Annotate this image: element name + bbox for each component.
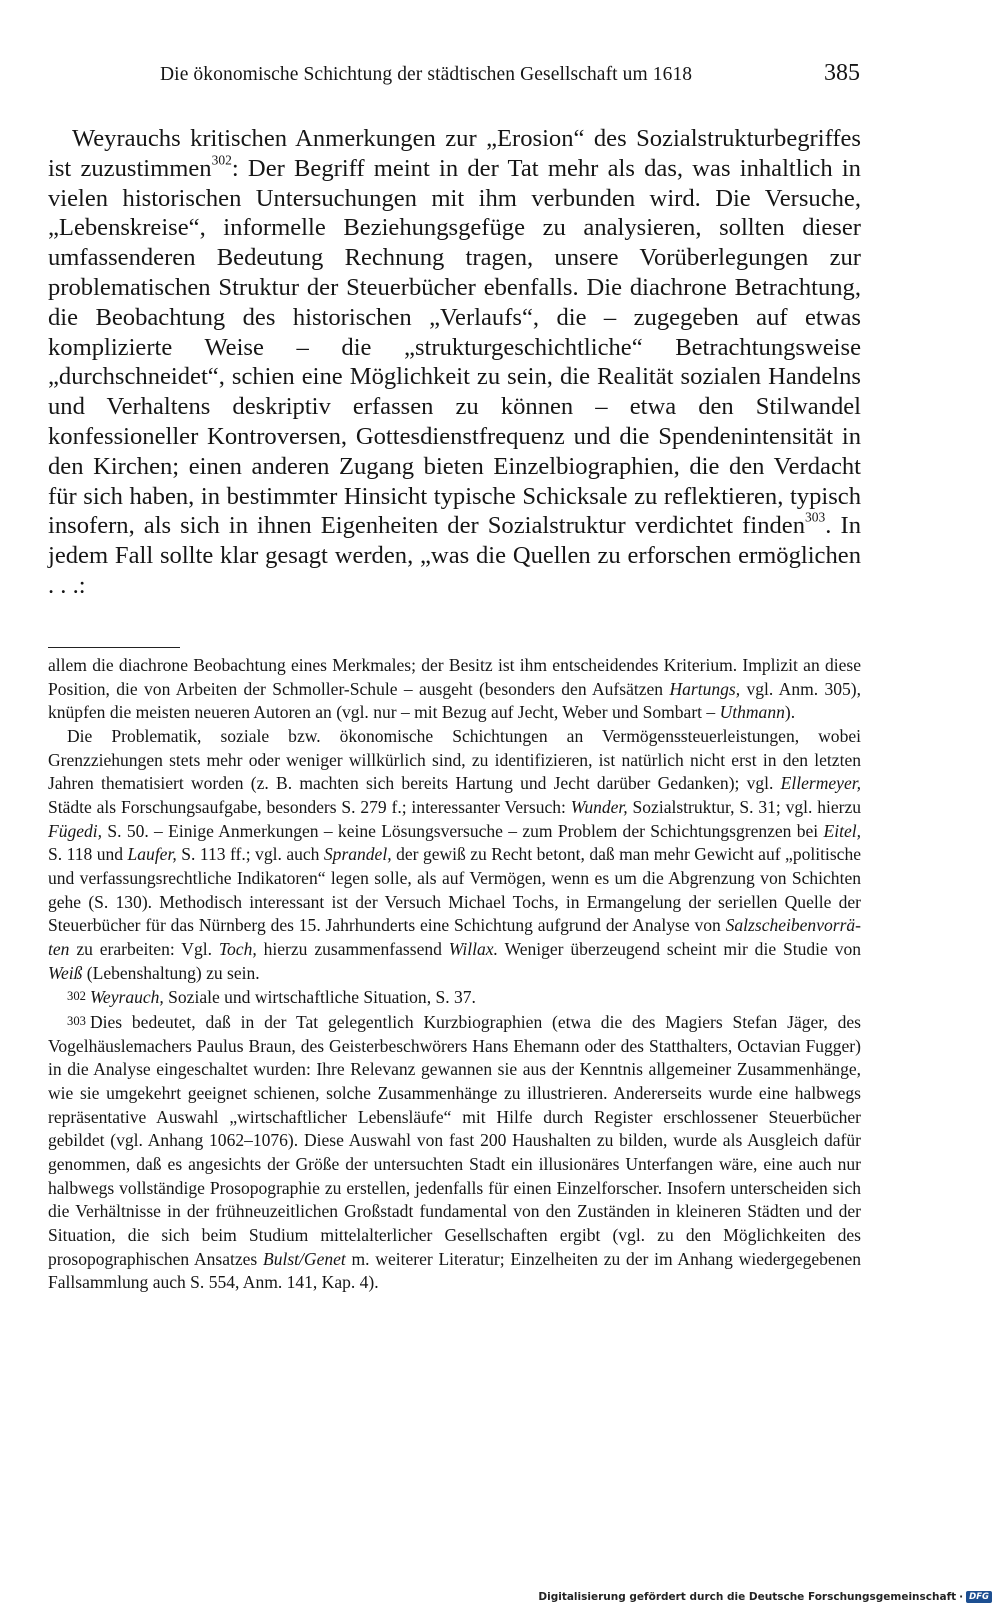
running-header bbox=[48, 60, 860, 92]
italic-citation: Weyrauch, bbox=[89, 987, 164, 1008]
italic-citation: Hartungs, bbox=[669, 678, 741, 699]
text-run: hierzu zusammenfassend bbox=[256, 938, 449, 959]
text-run: Städte als Forschungsaufgabe, besonders S. 279 f.; interessanter Versuch: bbox=[48, 796, 571, 817]
text-run: allem die diachrone Beobachtung eines Merkmales; der Besitz ist ihm entscheidendes Kriterium. Implizit an diese Position, die von Arbeiten der Schmoller-Schule – ausgeht (besonders den Aufsätzen bbox=[48, 655, 861, 699]
italic-citation: Fügedi, bbox=[48, 820, 103, 841]
italic-citation: Laufer, bbox=[127, 844, 177, 865]
footnote-303 bbox=[48, 1010, 861, 1295]
page-number: 385 bbox=[824, 60, 860, 86]
footnote-number: 303 bbox=[67, 1014, 86, 1028]
text-run: m. weiterer Literatur; Einzelheiten zu der im Anhang wiedergegebenen Fallsammlung auch S. 554, Anm. 141, Kap. 4). bbox=[48, 1248, 861, 1293]
italic-citation: Willax. bbox=[448, 938, 498, 959]
text-run: Die Problematik, soziale bzw. ökonomische Schichtungen an Vermögenssteuerleistungen, wobei Grenzziehungen stets mehr oder weniger willkürlich sind, zu identifizieren, ist natürlich nicht erst in den letzten Jahren thematisiert worden (z. B. machten sich bereits Hartung und Jecht darüber Gedanken); vgl. bbox=[48, 725, 861, 794]
text-run: Sozialstruktur, S. 31; vgl. hierzu bbox=[627, 796, 862, 817]
body-paragraph bbox=[48, 124, 861, 601]
footnote-reference: 302 bbox=[211, 152, 232, 168]
main-text bbox=[48, 124, 861, 601]
footnotes bbox=[48, 654, 861, 1295]
footnote-paragraph bbox=[48, 725, 861, 985]
text-run: vgl. Anm. 305), knüpfen die meisten neueren Autoren an (vgl. nur – mit Bezug auf Jecht, Weber und Sombart – bbox=[48, 678, 861, 723]
running-title: Die ökonomische Schichtung der städtischen Gesellschaft um 1618 bbox=[160, 64, 693, 85]
text-run: ). bbox=[784, 702, 796, 723]
text-run: Dies bedeutet, daß in der Tat gelegentlich Kurzbiographien (etwa die des Magiers Stefan Jäger, des Vogelhäuslemachers Paulus Braun, des Geisterbeschwörers Hans Ehemann oder des Statthalters, Octavian Fugger) in die Analyse eingeschaltet wurden: Ihre Relevanz gewannen sie aus der Kenntnis allgemeiner Zusammenhänge, wie sie umgekehrt geeignet schienen, solche Zusammenhänge zu illustrieren. Andererseits wurde eine halbwegs repräsentative Auswahl „wirtschaftlicher Lebensläufe“ mit Hilfe durch Register erschlossener Steuerbücher gebildet (vgl. Anhang 1062–1076). Diese Auswahl von fast 200 Haushalten zu bilden, wurde als Ausgleich dafür genommen, daß es angesichts der Größe der untersuchten Stadt ein illusionäres Unterfangen wäre, eine auch nur halbwegs vollständige Prosopographie zu erstellen, jedenfalls für einen Einzelforscher. Insofern unterscheiden sich die Verhältnisse in der frühneuzeitlichen Großstadt fundamental von den Zuständen in kleineren Städten und der Situation, die sich beim Studium mittelalterlicher Gesellschaften ergibt (vgl. zu den Möglichkeiten des prosopographischen Ansatzes bbox=[48, 1012, 861, 1269]
text-run: Soziale und wirtschaftliche Situation, S. 37. bbox=[163, 987, 476, 1008]
italic-citation: Ellermeyer, bbox=[780, 773, 861, 794]
italic-citation: Eitel, bbox=[823, 820, 861, 841]
italic-citation: Weiß bbox=[48, 962, 83, 983]
text-run: der gewiß zu Recht betont, daß man mehr Gewicht auf „politische und verfassungsrechtliche Indikatoren“ legen solle, als auf Vermögen, wenn es um die Abgrenzung von Schichten gehe (S. 130). Methodisch interessant ist der Versuch Michael Tochs, in Ermangelung der seriellen Quelle der Steuerbücher für das Nürnberg des 15. Jahrhunderts eine Schichtung aufgrund der Analyse von bbox=[48, 844, 861, 936]
italic-citation: Salzscheibenvorräten bbox=[48, 915, 861, 959]
text-run: zu erarbeiten: Vgl. bbox=[69, 938, 219, 959]
text-run: Weniger überzeugend scheint mir die Studie von bbox=[497, 938, 862, 959]
text-run: S. 113 ff.; vgl. auch bbox=[176, 844, 324, 865]
footnote-number: 302 bbox=[67, 989, 86, 1004]
italic-citation: Wunder, bbox=[570, 796, 628, 817]
credit-text: Digitalisierung gefördert durch die Deutsche Forschungsgemeinschaft bbox=[538, 1591, 957, 1603]
text-run: : Der Begriff meint in der Tat mehr als das, was inhaltlich in vielen historischen Untersuchungen mit ihm verbunden wird. Die Versuche, „Lebenskreise“, informelle Beziehungsgefüge zu analysieren, sollten dieser umfassenderen Bedeutung Rechnung tragen, unsere Vorüberlegungen zur problematischen Struktur der Steuerbücher ebenfalls. Die diachrone Betrachtung, die Beobachtung des historischen „Verlaufs“, die – zugegeben auf etwas komplizierte Weise – die „strukturgeschichtliche“ Betrachtungsweise „durchschneidet“, schien eine Möglichkeit zu sein, die Realität sozialen Handelns und Verhaltens deskriptiv erfassen zu können – etwa den Stilwandel konfessioneller Kontroversen, Gottesdienstfrequenz und die Spendenintensität in den Kirchen; einen anderen Zugang bieten Einzelbiographien, die den Verdacht für sich haben, in bestimmter Hinsicht typische Schicksale zu reflektieren, typisch insofern, als sich in ihnen Eigenheiten der Sozialstruktur verdichtet finden bbox=[48, 154, 861, 540]
text-run: Weyrauchs kritischen Anmerkungen zur „Erosion“ des Sozialstrukturbegriffes ist zuzustimmen bbox=[48, 125, 861, 182]
dfg-logo: DFG bbox=[966, 1591, 992, 1603]
footnote-reference: 303 bbox=[805, 509, 826, 525]
text-run: (Lebenshaltung) zu sein. bbox=[82, 962, 260, 983]
footnote-separator bbox=[48, 647, 180, 648]
italic-citation: Uthmann bbox=[719, 702, 785, 723]
text-run: S. 50. – Einige Anmerkungen – keine Lösungsversuche – zum Problem der Schichtungsgrenzen bei bbox=[102, 820, 824, 841]
text-run: . In jedem Fall sollte klar gesagt werden, „was die Quellen zu erforschen ermöglichen . . .: bbox=[48, 512, 861, 599]
text-run: S. 118 und bbox=[48, 844, 128, 865]
italic-citation: Bulst/Genet bbox=[263, 1248, 346, 1269]
italic-citation: Toch, bbox=[218, 938, 257, 959]
footnote-continuation bbox=[48, 654, 861, 725]
footnote-302 bbox=[48, 985, 861, 1010]
digitization-credit: Digitalisierung gefördert durch die Deutsche Forschungsgemeinschaft · DFG bbox=[538, 1591, 992, 1603]
italic-citation: Sprandel, bbox=[323, 844, 392, 865]
